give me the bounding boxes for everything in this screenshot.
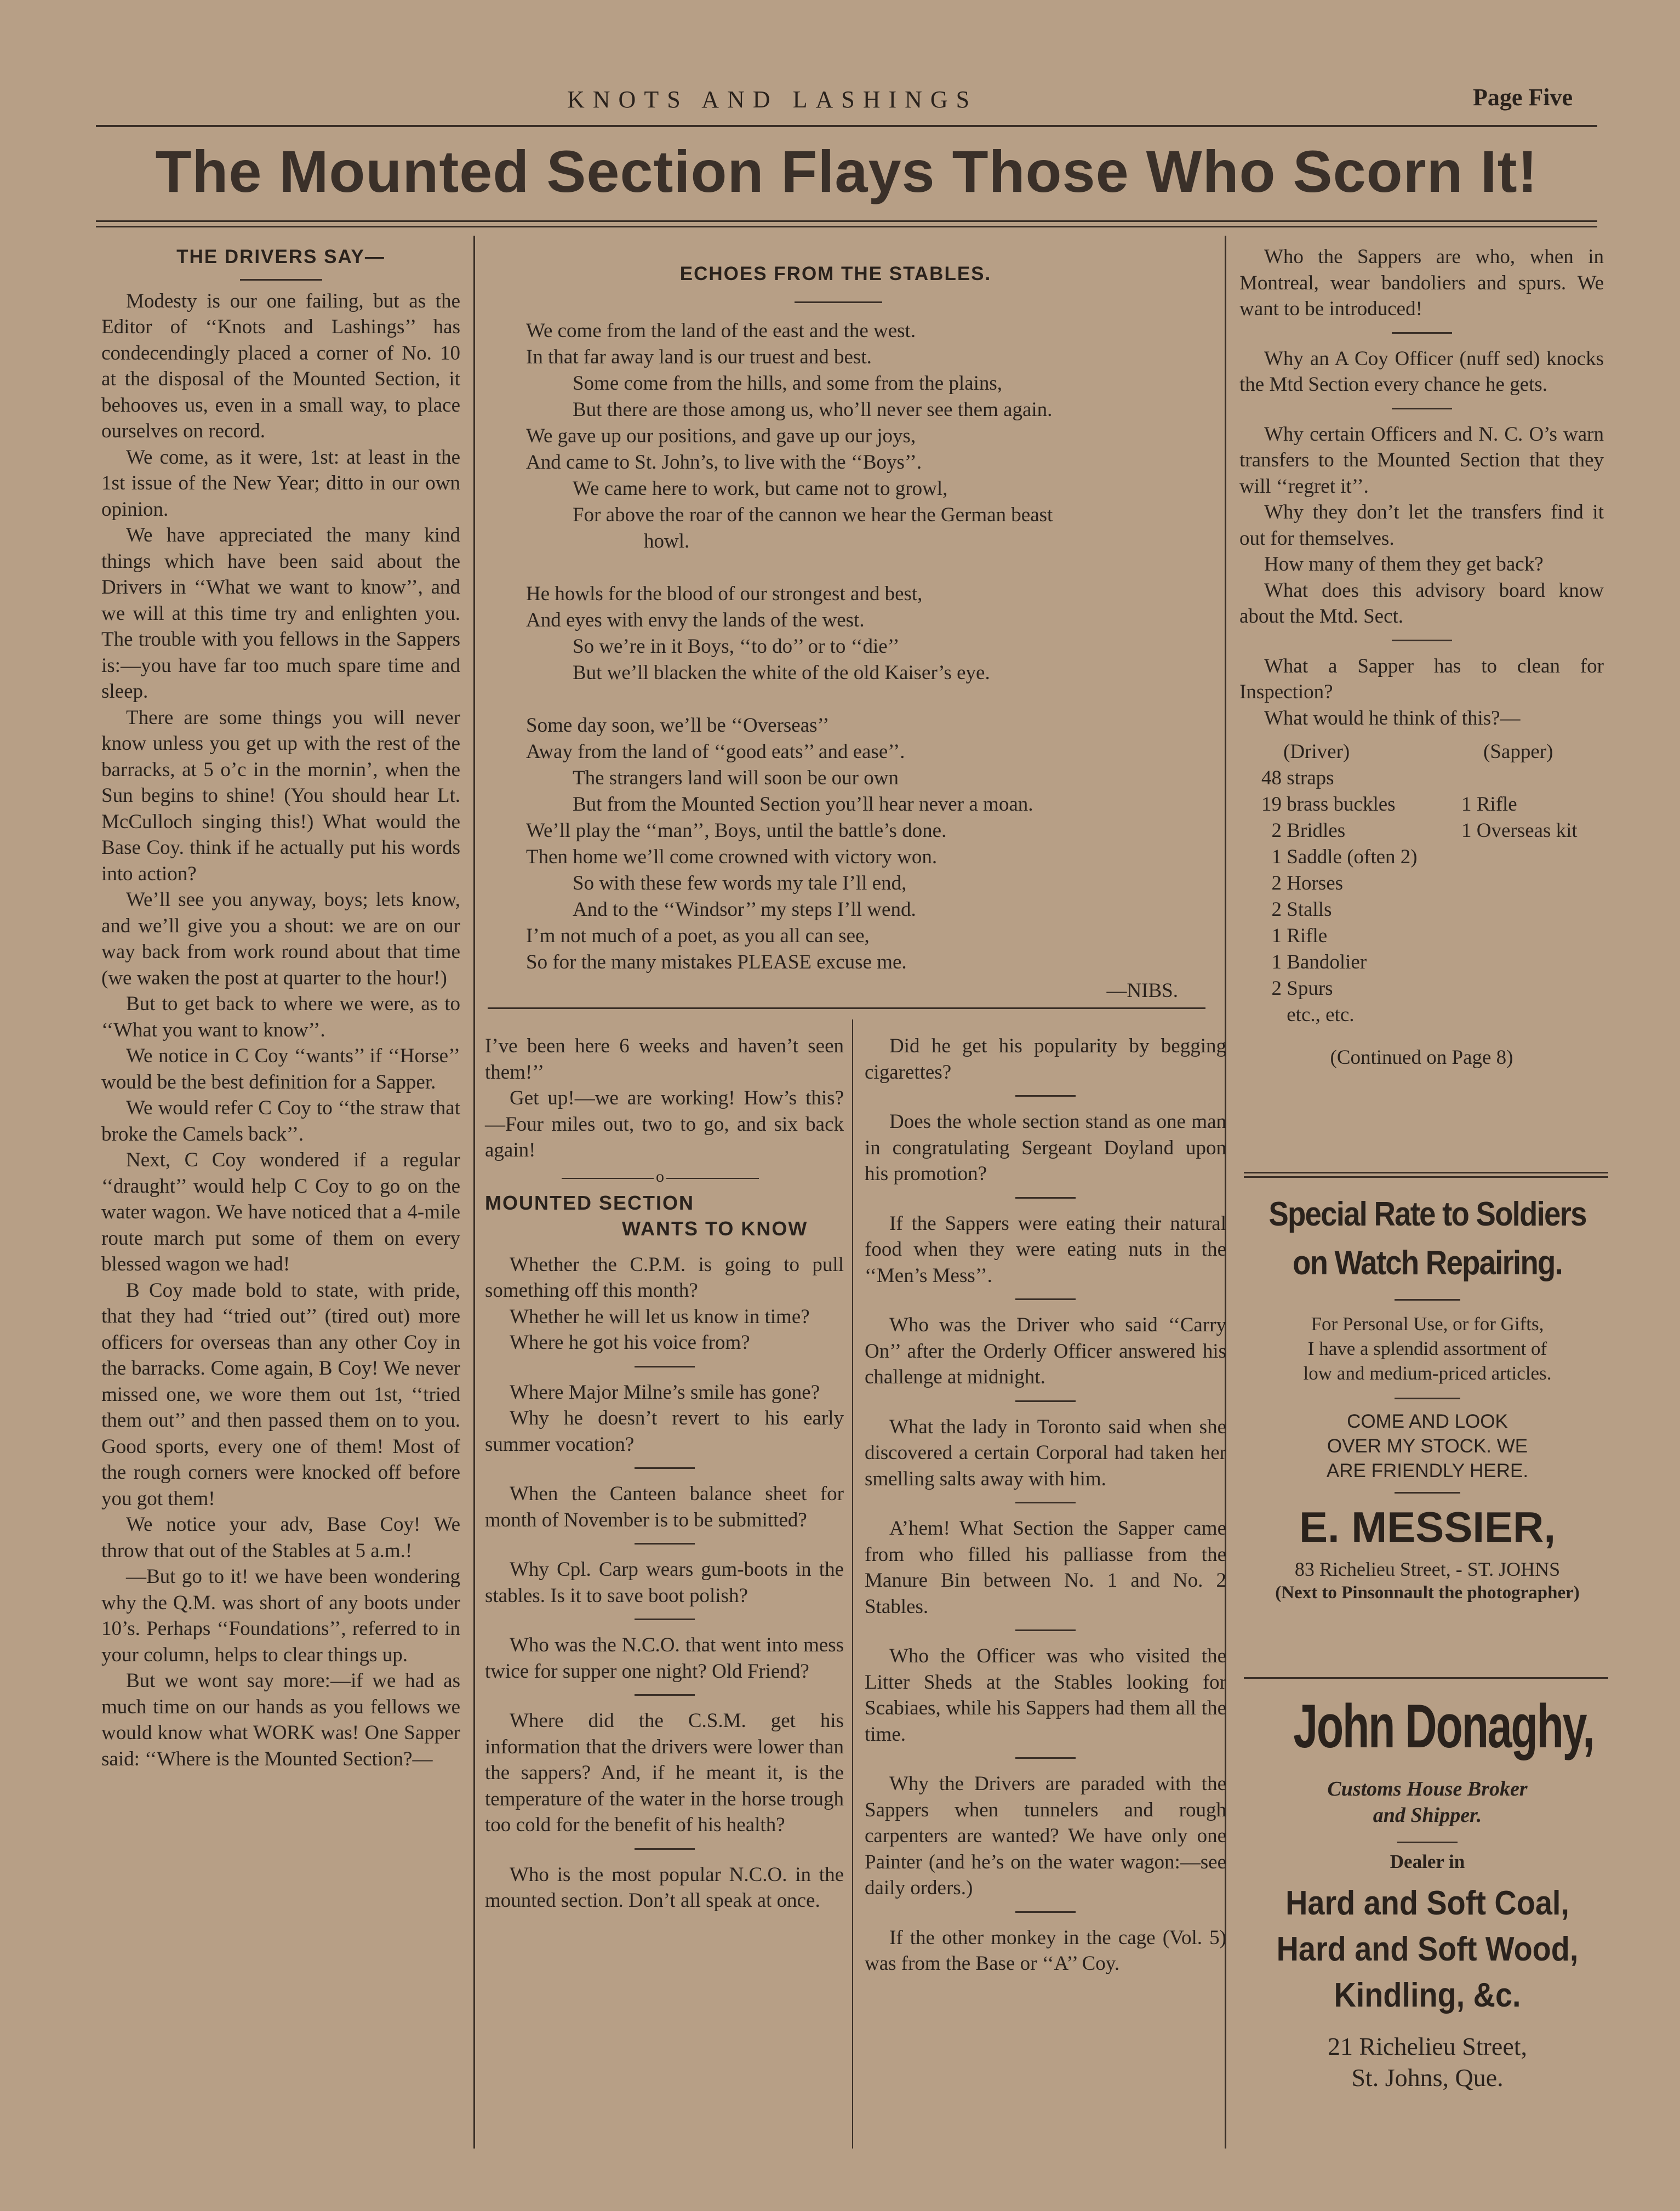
- table-row: [1239, 949, 1604, 976]
- poem-title-divider: [795, 301, 882, 303]
- messier-cta-line: COME AND LOOK: [1347, 1411, 1508, 1432]
- question-divider: [635, 1619, 695, 1620]
- question-paragraph: Whether the C.P.M. is going to pull something off this month?: [485, 1253, 844, 1302]
- table-header-driver: (Driver): [1283, 740, 1350, 763]
- drivers-paragraph: Modesty is our one failing, but as the Editor of ‘‘Knots and Lashings’’ has condecendingly placed a corner of No. 10 at the disposal of the Mounted Section, it behooves us, even in a small way, to place ourselves on record.: [101, 289, 460, 442]
- masthead: [96, 82, 1597, 115]
- table-row: [1239, 976, 1604, 1002]
- question-paragraph: Why he doesn’t revert to his early summer vocation?: [485, 1407, 844, 1456]
- drivers-paragraph: We come, as it were, 1st: at least in the 1st issue of the New Year; ditto in our own opinion.: [101, 446, 460, 521]
- masthead-rule: [96, 125, 1597, 127]
- poem-line: howl.: [644, 530, 690, 552]
- poem-signature: —NIBS.: [1106, 979, 1178, 1002]
- continued-note: (Continued on Page 8): [1330, 1046, 1513, 1069]
- poem-line: But we’ll blacken the white of the old Kaiser’s eye.: [573, 662, 990, 684]
- question-divider: [1015, 1298, 1076, 1300]
- table-cell-driver: 1 Rifle: [1261, 925, 1328, 947]
- question-paragraph: What the lady in Toronto said when she discovered a certain Corporal had taken her smelling salts away with him.: [865, 1415, 1226, 1490]
- question-divider: [1392, 408, 1452, 409]
- drivers-paragraph: B Coy made bold to state, with pride, that they had ‘‘tried out’’ (tired out) more officers for overseas than any other Coy in the barracks. Come again, B Coy! We never missed one, we wore them out 1st, ‘‘tried them out’’ and then passed them on to you. Good sports, every one of them! Most of the rough corners were knocked off before you got them!: [101, 1279, 460, 1510]
- title-divider: [240, 279, 322, 281]
- messier-divider-2: [1395, 1398, 1460, 1399]
- question-paragraph: If the other monkey in the cage (Vol. 5) was from the Base or ‘‘A’’ Coy.: [865, 1926, 1226, 1975]
- messier-address: 83 Richelieu Street, - ST. JOHNS: [1294, 1558, 1561, 1580]
- drivers-paragraph: We notice your adv, Base Coy! We throw that out of the Stables at 5 a.m.!: [101, 1513, 460, 1562]
- question-paragraph: Where Major Milne’s smile has gone?: [510, 1381, 820, 1404]
- question-divider: [635, 1543, 695, 1545]
- messier-body-line: low and medium-priced articles.: [1303, 1363, 1552, 1384]
- drivers-paragraph: —But go to it! we have been wondering why the Q.M. was short of any boots under 10’s. Perhaps ‘‘Foundations’’, referred to in your column, helps to clear things up.: [101, 1565, 460, 1666]
- question-divider: [1015, 1502, 1076, 1503]
- donaghy-address-1: 21 Richelieu Street,: [1327, 2032, 1528, 2060]
- poem-line: So with these few words my tale I’ll end,: [573, 872, 907, 894]
- drivers-say-column: [101, 244, 460, 1772]
- poem-line: He howls for the blood of our strongest and best,: [526, 583, 923, 605]
- table-cell-driver: 19 brass buckles: [1261, 793, 1396, 816]
- wants-to-know-column-continued: [865, 1033, 1226, 1977]
- poem-line: Some day soon, we’ll be ‘‘Overseas’’: [526, 714, 830, 737]
- question-paragraph: What a Sapper has to clean for Inspection?: [1239, 654, 1604, 703]
- question-paragraph: Why an A Coy Officer (nuff sed) knocks the Mtd Section every chance he gets.: [1239, 347, 1604, 396]
- question-paragraph: Why the Drivers are paraded with the Sappers when tunnelers and rough carpenters are wanted? We have only one Painter (and he’s on the water wagon:—see daily orders.): [865, 1773, 1226, 1899]
- poem-line: We come from the land of the east and the west.: [526, 320, 916, 342]
- donaghy-dealer: Dealer in: [1390, 1851, 1465, 1872]
- question-paragraph: What would he think of this?—: [1264, 706, 1521, 730]
- messier-headline-2: on Watch Repairing.: [1293, 1244, 1562, 1282]
- table-row: [1239, 923, 1604, 949]
- drivers-say-title: THE DRIVERS SAY—: [176, 246, 385, 267]
- table-header-row: [1239, 739, 1604, 765]
- wants-to-know-column: [485, 1033, 844, 1914]
- drivers-paragraph: There are some things you will never know unless you get up with the rest of the barracks, at 5 o’c in the mornin’, when the Sun begins to shine! (You should hear Lt. McCulloch singing this!) What would the Base Coy. think if he actually put his words into action?: [101, 706, 460, 885]
- table-row: [1239, 791, 1604, 818]
- question-divider: [1392, 332, 1452, 334]
- table-header-sapper: (Sapper): [1483, 740, 1553, 763]
- poem-bottom-rule: [488, 1007, 1205, 1009]
- poem-line: We gave up our positions, and gave up our joys,: [526, 425, 916, 447]
- poem-line: I’m not much of a poet, as you all can see,: [526, 925, 870, 947]
- drivers-paragraph: But we wont say more:—if we had as much time on our hands as you fellows we would know what WORK was! One Sapper said: ‘‘Where is the Mounted Section?—: [101, 1669, 460, 1770]
- messier-headline-1: Special Rate to Soldiers: [1268, 1195, 1586, 1233]
- poem-line: But there are those among us, who’ll never see them again.: [573, 398, 1053, 421]
- question-divider: [635, 1694, 695, 1696]
- donaghy-divider: [1397, 1842, 1458, 1843]
- question-paragraph: Where he got his voice from?: [510, 1331, 750, 1354]
- question-paragraph: Why they don’t let the transfers find it out for themselves.: [1239, 501, 1604, 550]
- question-paragraph: Where did the C.S.M. get his information that the drivers were lower than the sappers? And, if he meant it, is the temperature of the water in the horse trough too cold for the benefit of his health?: [485, 1709, 844, 1836]
- question-paragraph: Who the Officer was who visited the Litter Sheds at the Stables looking for Scabiaes, while his Sappers had them all the time.: [865, 1645, 1226, 1746]
- table-cell-driver: 2 Stalls: [1261, 898, 1332, 921]
- question-paragraph: A’hem! What Section the Sapper came from who filled his palliasse from the Manure Bin between No. 1 and No. 2 Stables.: [865, 1517, 1226, 1618]
- question-paragraph: Whether he will let us know in time?: [510, 1305, 810, 1328]
- table-cell-sapper: 1 Rifle: [1461, 793, 1517, 816]
- ad-rule-top-1: [1244, 1172, 1608, 1173]
- stanza-break: [526, 555, 1211, 581]
- poem-line: And to the ‘‘Windsor’’ my steps I’ll wend.: [573, 898, 916, 921]
- messier-name: E. MESSIER,: [1299, 1503, 1556, 1551]
- poem-line: In that far away land is our truest and best.: [526, 346, 872, 368]
- stanza-break: [526, 686, 1211, 713]
- poem-echoes-from-the-stables: [526, 318, 1211, 1004]
- poem-line: So we’re in it Boys, ‘‘to do’’ or to ‘‘die’’: [573, 635, 900, 658]
- poem-line: For above the roar of the cannon we hear the German beast: [573, 504, 1053, 526]
- divider-ornament: o: [654, 1164, 666, 1190]
- poem-line: But from the Mounted Section you’ll hear never a moan.: [573, 793, 1033, 816]
- table-cell-driver: 1 Bandolier: [1261, 951, 1367, 973]
- question-paragraph: Who is the most popular N.C.O. in the mounted section. Don’t all speak at once.: [485, 1863, 844, 1912]
- table-row: [1239, 765, 1604, 791]
- drivers-paragraph: We have appreciated the many kind things which have been said about the Drivers in ‘‘What we want to know’’, and we will at this time try and enlighten you. The trouble with you fellows in the Sappers is:—you have far too much spare time and sleep.: [101, 524, 460, 703]
- poem-line: Some come from the hills, and some from the plains,: [573, 372, 1003, 395]
- donaghy-ad: [1241, 1691, 1614, 2092]
- poem-line: And came to St. John’s, to live with the ‘‘Boys’’.: [526, 451, 922, 474]
- drivers-paragraph: But to get back to where we were, as to ‘‘What you want to know’’.: [101, 993, 460, 1041]
- table-row: [1239, 1002, 1604, 1028]
- table-cell-driver: 2 Spurs: [1261, 977, 1333, 1000]
- inspection-table: [1239, 739, 1604, 1028]
- question-paragraph: What does this advisory board know about the Mtd. Sect.: [1239, 579, 1604, 628]
- question-paragraph: Who was the Driver who said ‘‘Carry On’’ after the Orderly Officer answered his challenge at midnight.: [865, 1314, 1226, 1388]
- messier-ad: [1241, 1195, 1614, 1603]
- question-paragraph: How many of them they get back?: [1264, 553, 1544, 575]
- right-column: [1239, 244, 1604, 1071]
- poem-line: We’ll play the ‘‘man’’, Boys, until the battle’s done.: [526, 819, 947, 842]
- publication-name: KNOTS AND LASHINGS: [567, 86, 978, 113]
- poem-line: So for the many mistakes PLEASE excuse me.: [526, 951, 907, 973]
- drivers-paragraph: We would refer C Coy to ‘‘the straw that broke the Camels back’’.: [101, 1097, 460, 1146]
- donaghy-goods: [1260, 1881, 1595, 2019]
- messier-cta: [1241, 1409, 1614, 1483]
- question-paragraph: Does the whole section stand as one man in congratulating Sergeant Doyland upon his promotion?: [865, 1110, 1226, 1185]
- question-divider: [1015, 1400, 1076, 1402]
- messier-cta-line: OVER MY STOCK. WE: [1327, 1435, 1528, 1457]
- donaghy-goods-line: Hard and Soft Coal,: [1285, 1884, 1569, 1922]
- headline-rule-top: [96, 220, 1597, 222]
- table-row: [1239, 870, 1604, 897]
- drivers-say-body: [101, 288, 460, 1773]
- drivers-paragraph: We’ll see you anyway, boys; lets know, and we’ll give you a shout: we are on our way back from work round about that time (we waken the post at quarter to the hour!): [101, 888, 460, 989]
- donaghy-goods-line: Kindling, &c.: [1334, 1976, 1521, 2014]
- question-divider: [635, 1366, 695, 1367]
- ad-rule-top-2: [1244, 1176, 1608, 1178]
- wants-to-know-title-2: WANTS TO KNOW: [622, 1217, 808, 1240]
- table-row: [1239, 897, 1604, 923]
- intro-paragraph: I’ve been here 6 weeks and haven’t seen them!’’: [485, 1035, 844, 1084]
- donaghy-sub-1: Customs House Broker: [1327, 1777, 1528, 1800]
- donaghy-name: John Donaghy,: [1293, 1692, 1594, 1760]
- drivers-paragraph: We notice in C Coy ‘‘wants’’ if ‘‘Horse’’ would be the best definition for a Sapper.: [101, 1045, 460, 1093]
- poem-line: Then home we’ll come crowned with victory won.: [526, 846, 938, 868]
- question-divider: [1015, 1629, 1076, 1631]
- question-divider: [1392, 640, 1452, 641]
- question-paragraph: When the Canteen balance sheet for month of November is to be submitted?: [485, 1483, 844, 1531]
- messier-body: [1241, 1312, 1614, 1386]
- table-row: [1239, 818, 1604, 844]
- question-divider: [635, 1848, 695, 1850]
- donaghy-address-2: St. Johns, Que.: [1351, 2064, 1504, 2092]
- ad-rule-middle: [1244, 1677, 1608, 1679]
- messier-body-line: For Personal Use, or for Gifts,: [1311, 1313, 1544, 1335]
- question-paragraph: If the Sappers were eating their natural food when they were eating nuts in the ‘‘Men’s Mess’’.: [865, 1212, 1226, 1287]
- question-divider: [635, 1467, 695, 1469]
- question-divider: [1015, 1095, 1076, 1097]
- table-cell-driver: etc., etc.: [1261, 1004, 1355, 1026]
- messier-divider-1: [1395, 1299, 1460, 1301]
- poem-line: Away from the land of ‘‘good eats’’ and ease’’.: [526, 740, 905, 763]
- table-row: [1239, 844, 1604, 870]
- table-cell-driver: 1 Saddle (often 2): [1261, 846, 1418, 868]
- poem-line: And eyes with envy the lands of the west.: [526, 609, 865, 631]
- section-divider: [485, 1168, 844, 1188]
- page-number: Page Five: [1472, 84, 1573, 111]
- messier-note: (Next to Pinsonnault the photographer): [1275, 1583, 1580, 1603]
- table-cell-driver: 48 straps: [1261, 767, 1334, 789]
- headline: The Mounted Section Flays Those Who Scorn It!: [155, 138, 1538, 204]
- intro-paragraph: Get up!—we are working! How’s this?—Four miles out, two to go, and six back again!: [485, 1087, 844, 1161]
- question-divider: [1015, 1197, 1076, 1199]
- question-paragraph: Did he get his popularity by begging cigarettes?: [865, 1035, 1226, 1084]
- question-paragraph: Why certain Officers and N. C. O’s warn transfers to the Mounted Section that they will ‘‘regret it’’.: [1239, 423, 1604, 498]
- drivers-paragraph: Next, C Coy wondered if a regular ‘‘draught’’ would help C Coy to go on the water wagon. We have noticed that a 4-mile route march put some of them on every blessed wagon we had!: [101, 1149, 460, 1275]
- poem-line: The strangers land will soon be our own: [573, 767, 899, 789]
- question-paragraph: Who was the N.C.O. that went into mess twice for supper one night? Old Friend?: [485, 1634, 844, 1683]
- question-divider: [1015, 1757, 1076, 1759]
- wants-to-know-title-1: MOUNTED SECTION: [485, 1191, 695, 1214]
- poem-line: We came here to work, but came not to growl,: [573, 477, 948, 500]
- headline-rule-bottom: [96, 226, 1597, 227]
- column-rule-1: [473, 236, 475, 2149]
- messier-cta-line: ARE FRIENDLY HERE.: [1326, 1460, 1529, 1481]
- donaghy-goods-line: Hard and Soft Wood,: [1276, 1930, 1579, 1968]
- table-cell-sapper: 1 Overseas kit: [1461, 819, 1578, 842]
- question-divider: [1015, 1911, 1076, 1913]
- table-cell-driver: 2 Bridles: [1261, 819, 1346, 842]
- column-rule-3: [852, 1019, 853, 2149]
- poem-title: ECHOES FROM THE STABLES.: [679, 263, 992, 284]
- messier-body-line: I have a splendid assortment of: [1307, 1338, 1547, 1359]
- messier-divider-3: [1395, 1492, 1460, 1494]
- question-paragraph: Who the Sappers are who, when in Montreal, wear bandoliers and spurs. We want to be introduced!: [1239, 246, 1604, 320]
- question-paragraph: Why Cpl. Carp wears gum-boots in the stables. Is it to save boot polish?: [485, 1558, 844, 1607]
- donaghy-sub-2: and Shipper.: [1373, 1804, 1482, 1827]
- table-cell-driver: 2 Horses: [1261, 872, 1344, 894]
